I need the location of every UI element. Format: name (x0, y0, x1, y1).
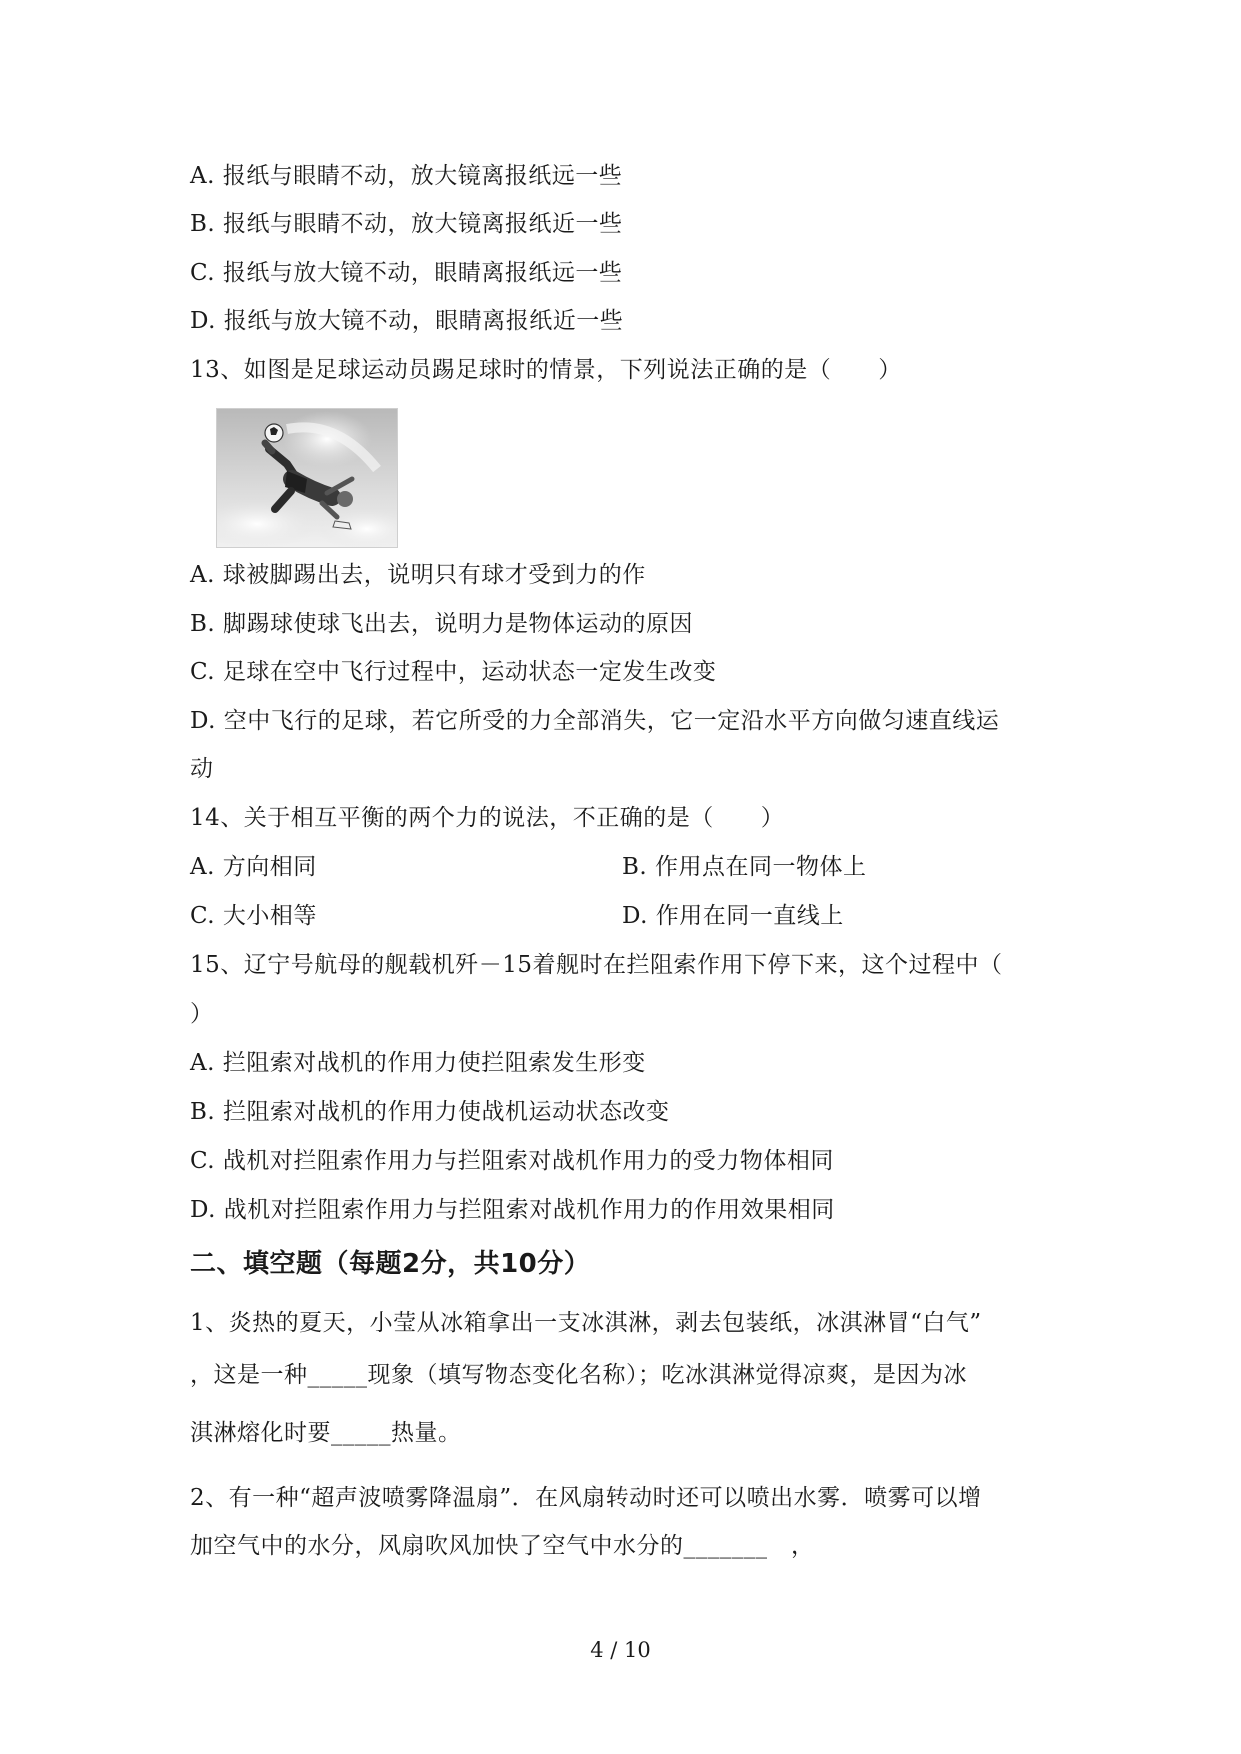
q14-option-b: B. 作用点在同一物体上 (622, 854, 867, 880)
q13-option-b: B. 脚踢球使球飞出去，说明力是物体运动的原因 (190, 611, 694, 637)
fill2-line2: 加空气中的水分，风扇吹风加快了空气中水分的_______ ， (190, 1533, 815, 1559)
page-number: 4 / 10 (590, 1638, 651, 1662)
q12-option-c: C. 报纸与放大镜不动，眼睛离报纸远一些 (190, 260, 623, 286)
q14-option-a: A. 方向相同 (190, 854, 317, 880)
q13-option-c: C. 足球在空中飞行过程中，运动状态一定发生改变 (190, 659, 717, 685)
soccer-kick-figure (216, 408, 398, 548)
q15-option-d: D. 战机对拦阻索作用力与拦阻索对战机作用力的作用效果相同 (190, 1197, 835, 1223)
q14-option-c: C. 大小相等 (190, 903, 317, 929)
q14-option-d: D. 作用在同一直线上 (622, 903, 844, 929)
q15-option-b: B. 拦阻索对战机的作用力使战机运动状态改变 (190, 1099, 670, 1125)
q12-option-d: D. 报纸与放大镜不动，眼睛离报纸近一些 (190, 308, 624, 334)
q15-stem-line2: ） (190, 1001, 214, 1027)
q12-option-b: B. 报纸与眼睛不动，放大镜离报纸近一些 (190, 211, 623, 237)
q12-option-a: A. 报纸与眼睛不动，放大镜离报纸远一些 (190, 163, 623, 189)
q13-option-d-line2: 动 (190, 756, 214, 782)
q15-stem-line1: 15、辽宁号航母的舰载机歼－15着舰时在拦阻索作用下停下来，这个过程中（ (190, 952, 1003, 978)
fill1-line3: 淇淋熔化时要_____热量。 (190, 1420, 462, 1446)
q13-option-d-line1: D. 空中飞行的足球，若它所受的力全部消失，它一定沿水平方向做匀速直线运 (190, 708, 1000, 734)
fill1-line1: 1、炎热的夏天，小莹从冰箱拿出一支冰淇淋，剥去包装纸，冰淇淋冒“白气” (190, 1310, 982, 1336)
soccer-player-illustration (217, 409, 397, 547)
fill1-line2: ，这是一种_____现象（填写物态变化名称）；吃冰淇淋觉得凉爽，是因为冰 (190, 1362, 967, 1388)
section-heading-fill-in: 二、填空题（每题2分，共10分） (190, 1249, 591, 1279)
q13-stem: 13、如图是足球运动员踢足球时的情景，下列说法正确的是（ ） (190, 357, 902, 383)
q15-option-a: A. 拦阻索对战机的作用力使拦阻索发生形变 (190, 1050, 646, 1076)
q14-stem: 14、关于相互平衡的两个力的说法，不正确的是（ ） (190, 805, 785, 831)
fill2-line1: 2、有一种“超声波喷雾降温扇”．在风扇转动时还可以喷出水雾．喷雾可以增 (190, 1485, 982, 1511)
q13-option-a: A. 球被脚踢出去，说明只有球才受到力的作 (190, 562, 646, 588)
q15-option-c: C. 战机对拦阻索作用力与拦阻索对战机作用力的受力物体相同 (190, 1148, 834, 1174)
